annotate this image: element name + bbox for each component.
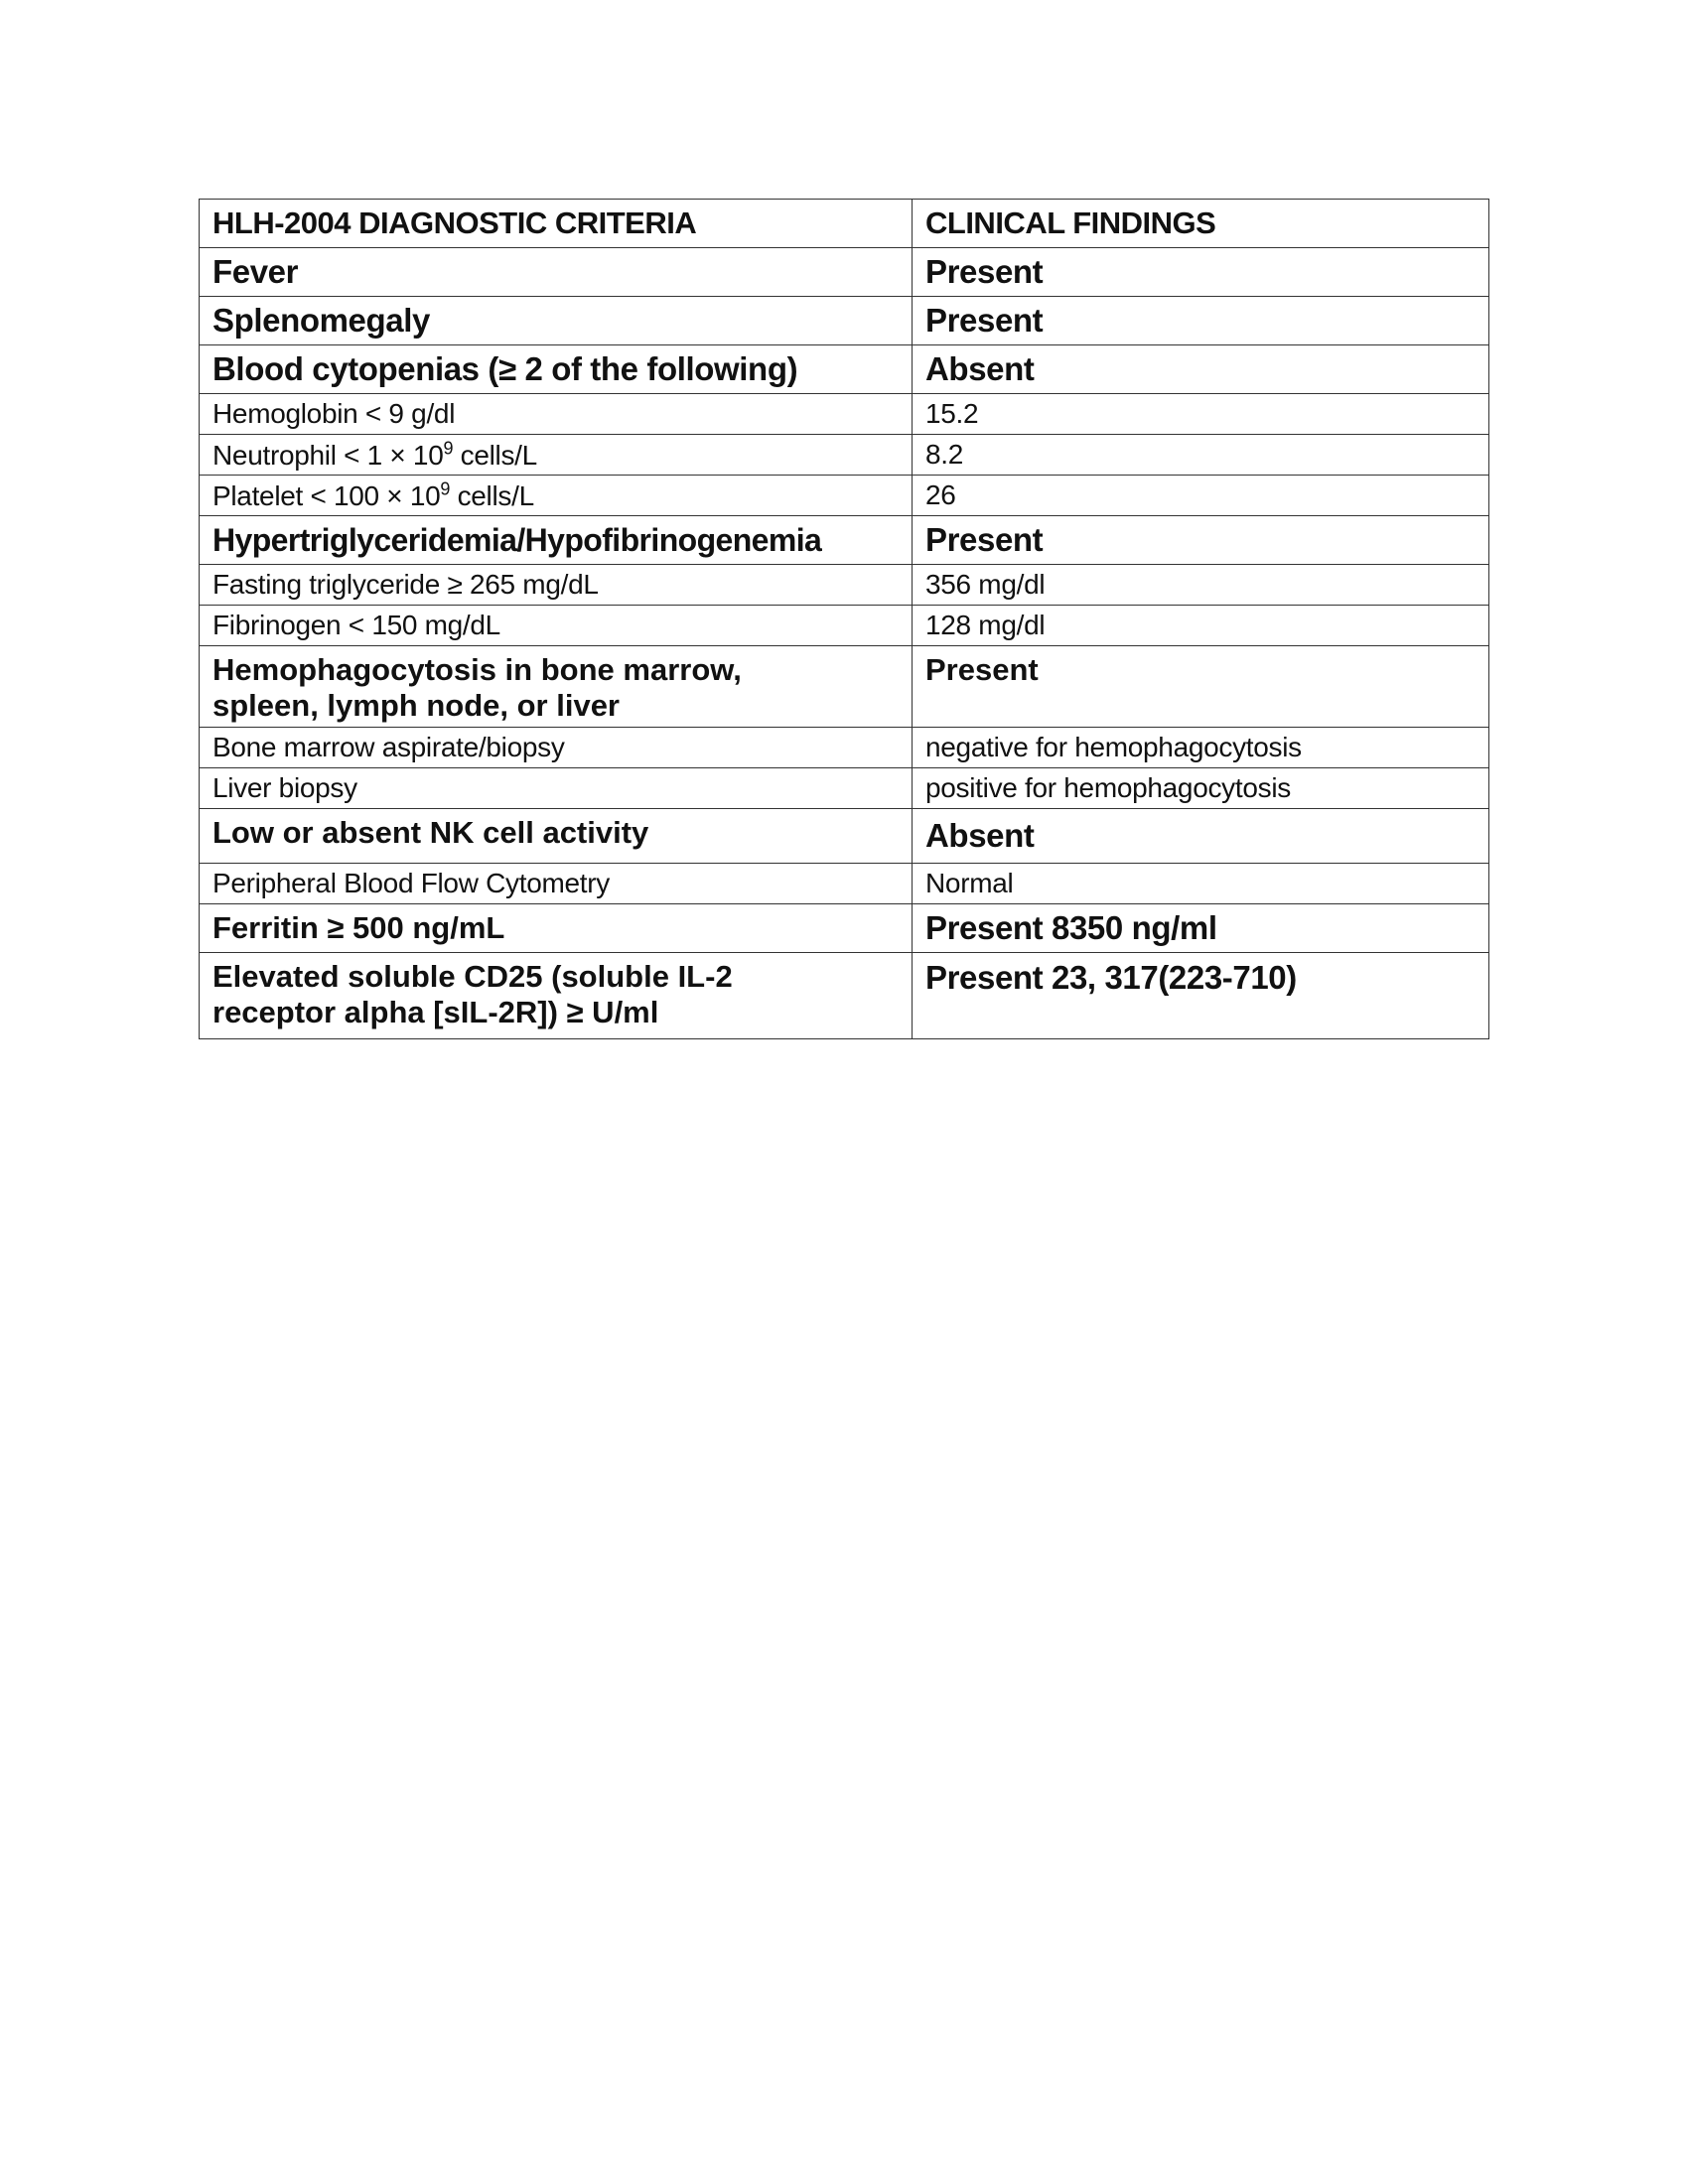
findings-cell [913,809,1489,864]
criteria-text [212,480,534,511]
findings-cell [913,565,1489,606]
criteria-text: Low or absent NK cell activity [212,815,649,850]
criteria-text-line-1: Elevated soluble CD25 (soluble IL-2 [212,959,733,994]
findings-text: Present 23, 317(223-710) [925,959,1297,996]
findings-cell [913,953,1489,1039]
findings-text: Normal [925,867,1014,898]
criteria-text [212,440,537,471]
criteria-cell [200,476,913,516]
findings-cell [913,248,1489,297]
findings-text: 15.2 [925,397,979,429]
criteria-suffix: cells/L [450,479,534,511]
findings-cell [913,345,1489,394]
findings-text: Absent [925,350,1035,388]
table-header-row [200,200,1489,248]
criteria-cell [200,864,913,904]
criteria-cell [200,768,913,809]
header-criteria-label: HLH-2004 DIAGNOSTIC CRITERIA [212,205,697,241]
criteria-cell [200,904,913,953]
findings-cell [913,297,1489,345]
findings-text: 356 mg/dl [925,568,1046,600]
criteria-cell [200,345,913,394]
criteria-cell [200,394,913,435]
criteria-text: Hemoglobin < 9 g/dl [212,397,456,429]
header-findings-label: CLINICAL FINDINGS [925,205,1216,241]
findings-cell [913,606,1489,646]
findings-cell [913,435,1489,476]
criteria-suffix: cells/L [453,439,537,471]
hlh-criteria-table [199,199,1489,1039]
table-row [200,248,1489,297]
table-row [200,606,1489,646]
findings-text: Present [925,253,1044,291]
criteria-prefix: Platelet < 100 × 10 [212,479,441,511]
criteria-text: Fibrinogen < 150 mg/dL [212,609,500,640]
criteria-text-line-2: spleen, lymph node, or liver [212,687,620,723]
criteria-text: Ferritin ≥ 500 ng/mL [212,910,505,946]
criteria-text: Liver biopsy [212,771,357,803]
criteria-exponent: 9 [440,478,451,499]
criteria-text-line-2: receptor alpha [sIL-2R]) ≥ U/ml [212,994,659,1029]
table-row [200,646,1489,728]
criteria-cell [200,248,913,297]
findings-text: Absent [925,817,1035,855]
findings-text: Present 8350 ng/ml [925,909,1217,947]
findings-cell [913,864,1489,904]
criteria-text: Fasting triglyceride ≥ 265 mg/dL [212,568,599,600]
header-findings-cell [913,200,1489,248]
criteria-text: Bone marrow aspirate/biopsy [212,731,565,762]
criteria-cell [200,809,913,864]
criteria-cell [200,565,913,606]
criteria-cell [200,728,913,768]
table-row [200,809,1489,864]
table-row [200,516,1489,565]
findings-cell [913,476,1489,516]
table-row [200,394,1489,435]
findings-text: Present [925,302,1044,340]
findings-cell [913,728,1489,768]
table-row [200,864,1489,904]
findings-text: 128 mg/dl [925,609,1046,640]
criteria-text-line-1: Hemophagocytosis in bone marrow, [212,652,742,687]
criteria-text: Splenomegaly [212,302,430,340]
table-row [200,565,1489,606]
table-row [200,768,1489,809]
criteria-cell [200,953,913,1039]
criteria-text: Peripheral Blood Flow Cytometry [212,867,610,898]
criteria-cell [200,435,913,476]
findings-cell [913,516,1489,565]
header-criteria-cell [200,200,913,248]
table-row [200,297,1489,345]
table-row [200,904,1489,953]
findings-text: negative for hemophagocytosis [925,731,1302,762]
findings-text: Present [925,652,1039,687]
criteria-cell [200,646,913,728]
table-row [200,435,1489,476]
criteria-text: Fever [212,253,299,291]
findings-text: 26 [925,478,956,510]
findings-cell [913,394,1489,435]
table-row [200,953,1489,1039]
table-row [200,476,1489,516]
table-row [200,345,1489,394]
criteria-cell [200,297,913,345]
criteria-exponent: 9 [443,438,454,459]
table-row [200,728,1489,768]
findings-text: 8.2 [925,438,964,470]
findings-text: positive for hemophagocytosis [925,771,1291,803]
criteria-cell [200,516,913,565]
findings-text: Present [925,521,1044,559]
findings-cell [913,768,1489,809]
findings-cell [913,904,1489,953]
criteria-text: Hypertriglyceridemia/Hypofibrinogenemia [212,521,822,558]
findings-cell [913,646,1489,728]
criteria-text: Blood cytopenias (≥ 2 of the following) [212,350,798,388]
criteria-cell [200,606,913,646]
criteria-prefix: Neutrophil < 1 × 10 [212,439,444,471]
